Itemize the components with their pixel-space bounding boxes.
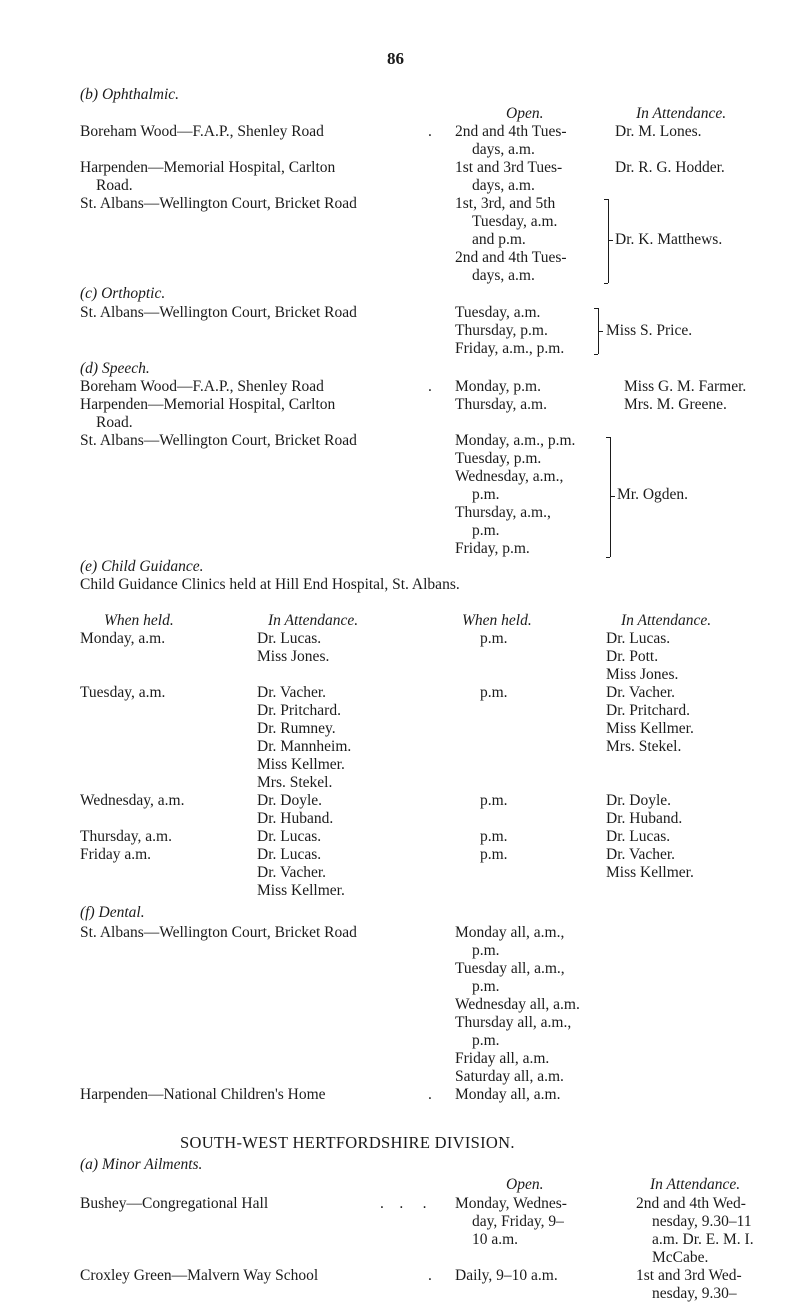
ophthalmic-open-stalbans-4: 2nd and 4th Tues- [455,249,567,266]
orthoptic-place-stalbans: St. Albans—Wellington Court, Bricket Road [80,304,357,321]
speech-att-harpenden: Mrs. M. Greene. [624,396,727,413]
cg-tue-pm-att: Miss Kellmer. [606,720,694,737]
cg-thu-am-att: Dr. Lucas. [257,828,322,845]
brace-tick [606,557,610,558]
brace-tick [594,308,598,309]
minor-place-croxley: Croxley Green—Malvern Way School [80,1267,319,1284]
ophthalmic-place-stalbans: St. Albans—Wellington Court, Bricket Road [80,195,357,212]
dental-open-harpenden: Monday all, a.m. [455,1086,561,1103]
division-column-open: Open. [506,1176,544,1193]
dental-place-harpenden: Harpenden—National Children's Home [80,1086,326,1103]
minor-att-croxley: nesday, 9.30– [652,1285,737,1302]
division-title: SOUTH-WEST HERTFORDSHIRE DIVISION. [180,1133,515,1152]
cg-wed-am-att: Dr. Doyle. [257,792,323,809]
minor-att-croxley: 1st and 3rd Wed- [636,1267,742,1284]
cg-fri-pm-att: Dr. Vacher. [606,846,676,863]
cg-tue-am-att: Mrs. Stekel. [257,774,333,791]
minor-open-bushey: Monday, Wednes- [455,1195,567,1212]
page-number: 86 [387,49,404,68]
speech-open-stalbans-3: Wednesday, a.m., [455,468,564,485]
ophthalmic-att-stalbans: Dr. K. Matthews. [615,231,723,248]
cg-wed-pm: p.m. [480,792,508,809]
division-column-attendance: In Attendance. [650,1176,741,1193]
orthoptic-open-1: Tuesday, a.m. [455,304,541,321]
dental-open-stalbans: Monday all, a.m., [455,924,565,941]
leader-dot: . [428,1267,432,1284]
section-heading-child-guidance: (e) Child Guidance. [80,558,204,575]
ophthalmic-open-harpenden-1: 1st and 3rd Tues- [455,159,563,176]
cg-day-friday: Friday a.m. [80,846,152,863]
brace [608,199,609,283]
ophthalmic-att-harpenden: Dr. R. G. Hodder. [615,159,725,176]
cg-mon-am-att: Dr. Lucas. [257,630,322,647]
minor-open-croxley: Daily, 9–10 a.m. [455,1267,558,1284]
cg-mon-pm: p.m. [480,630,508,647]
speech-open-boreham: Monday, p.m. [455,378,541,395]
minor-att-bushey: 2nd and 4th Wed- [636,1195,746,1212]
dental-open-stalbans: p.m. [472,942,500,959]
cg-fri-pm: p.m. [480,846,508,863]
cg-day-tuesday: Tuesday, a.m. [80,684,166,701]
cg-header-attendance: In Attendance. [268,612,359,629]
dental-place-stalbans: St. Albans—Wellington Court, Bricket Road [80,924,357,941]
dental-open-stalbans: Saturday all, a.m. [455,1068,564,1085]
dental-open-stalbans: Friday all, a.m. [455,1050,550,1067]
minor-att-bushey: a.m. Dr. E. M. I. [652,1231,754,1248]
speech-att-stalbans: Mr. Ogden. [617,486,689,503]
minor-place-bushey: Bushey—Congregational Hall [80,1195,269,1212]
cg-header-when-held: When held. [104,612,174,629]
ophthalmic-att-boreham: Dr. M. Lones. [615,123,702,140]
brace-tick [606,437,610,438]
brace-tick [604,199,608,200]
cg-mon-pm-att: Miss Jones. [606,666,679,683]
brace-tick [604,283,608,284]
dental-open-stalbans: Tuesday all, a.m., [455,960,565,977]
ophthalmic-place-harpenden-2: Road. [96,177,133,194]
child-guidance-intro: Child Guidance Clinics held at Hill End Hospital, St. Albans. [80,576,460,593]
cg-tue-pm-att: Dr. Vacher. [606,684,676,701]
cg-tue-pm-att: Dr. Pritchard. [606,702,690,719]
cg-day-thursday: Thursday, a.m. [80,828,172,845]
ophthalmic-open-stalbans-1: 1st, 3rd, and 5th [455,195,556,212]
orthoptic-open-2: Thursday, p.m. [455,322,548,339]
cg-wed-pm-att: Dr. Doyle. [606,792,672,809]
leader-dot: . [428,1086,432,1103]
minor-att-bushey: nesday, 9.30–11 [652,1213,752,1230]
cg-wed-am-att: Dr. Huband. [257,810,334,827]
cg-tue-am-att: Dr. Mannheim. [257,738,352,755]
speech-att-boreham: Miss G. M. Farmer. [624,378,747,395]
dental-open-stalbans: Thursday all, a.m., [455,1014,572,1031]
cg-tue-am-att: Dr. Rumney. [257,720,336,737]
cg-fri-pm-att: Miss Kellmer. [606,864,694,881]
section-heading-dental: (f) Dental. [80,904,145,921]
orthoptic-att: Miss S. Price. [606,322,693,339]
leader-dot: . [428,378,432,395]
cg-thu-pm-att: Dr. Lucas. [606,828,671,845]
cg-tue-pm-att: Mrs. Stekel. [606,738,682,755]
cg-tue-am-att: Dr. Vacher. [257,684,327,701]
cg-day-monday: Monday, a.m. [80,630,166,647]
cg-mon-am-att: Miss Jones. [257,648,330,665]
cg-thu-pm: p.m. [480,828,508,845]
speech-open-harpenden: Thursday, a.m. [455,396,547,413]
ophthalmic-open-stalbans-5: days, a.m. [472,267,535,284]
ophthalmic-open-stalbans-3: and p.m. [472,231,526,248]
brace-tick [594,354,598,355]
speech-open-stalbans-6: p.m. [472,522,500,539]
speech-open-stalbans-4: p.m. [472,486,500,503]
cg-tue-pm: p.m. [480,684,508,701]
leader-dot: . [428,123,432,140]
speech-place-harpenden-2: Road. [96,414,133,431]
speech-place-harpenden-1: Harpenden—Memorial Hospital, Carlton [80,396,336,413]
column-header-attendance: In Attendance. [636,105,727,122]
dental-open-stalbans: Wednesday all, a.m. [455,996,580,1013]
speech-open-stalbans-1: Monday, a.m., p.m. [455,432,576,449]
section-heading-minor-ailments: (a) Minor Ailments. [80,1156,203,1173]
cg-wed-pm-att: Dr. Huband. [606,810,683,827]
cg-mon-pm-att: Dr. Lucas. [606,630,671,647]
speech-open-stalbans-7: Friday, p.m. [455,540,530,557]
speech-open-stalbans-5: Thursday, a.m., [455,504,551,521]
cg-day-wednesday: Wednesday, a.m. [80,792,185,809]
speech-place-stalbans: St. Albans—Wellington Court, Bricket Road [80,432,357,449]
ophthalmic-open-harpenden-2: days, a.m. [472,177,535,194]
cg-header-when-held-pm: When held. [462,612,532,629]
section-heading-ophthalmic: (b) Ophthalmic. [80,86,180,103]
minor-att-bushey: McCabe. [652,1249,709,1266]
ophthalmic-open-boreham-2: days, a.m. [472,141,535,158]
leader-dots: . . . [380,1195,427,1212]
cg-fri-am-att: Miss Kellmer. [257,882,345,899]
ophthalmic-open-boreham-1: 2nd and 4th Tues- [455,123,567,140]
cg-fri-am-att: Dr. Lucas. [257,846,322,863]
speech-open-stalbans-2: Tuesday, p.m. [455,450,542,467]
cg-header-attendance-pm: In Attendance. [621,612,712,629]
ophthalmic-place-harpenden-1: Harpenden—Memorial Hospital, Carlton [80,159,336,176]
speech-place-boreham: Boreham Wood—F.A.P., Shenley Road [80,378,324,395]
column-header-open: Open. [506,105,544,122]
brace-tick [599,331,603,332]
cg-tue-am-att: Dr. Pritchard. [257,702,341,719]
minor-open-bushey: 10 a.m. [472,1231,519,1248]
minor-open-bushey: day, Friday, 9– [472,1213,564,1230]
ophthalmic-place-boreham: Boreham Wood—F.A.P., Shenley Road [80,123,324,140]
dental-open-stalbans: p.m. [472,1032,500,1049]
cg-tue-am-att: Miss Kellmer. [257,756,345,773]
ophthalmic-open-stalbans-2: Tuesday, a.m. [472,213,558,230]
brace-tick [609,240,613,241]
section-heading-speech: (d) Speech. [80,360,150,377]
brace [610,437,611,557]
cg-mon-pm-att: Dr. Pott. [606,648,659,665]
section-heading-orthoptic: (c) Orthoptic. [80,285,166,302]
cg-fri-am-att: Dr. Vacher. [257,864,327,881]
brace-tick [611,496,615,497]
dental-open-stalbans: p.m. [472,978,500,995]
orthoptic-open-3: Friday, a.m., p.m. [455,340,565,357]
